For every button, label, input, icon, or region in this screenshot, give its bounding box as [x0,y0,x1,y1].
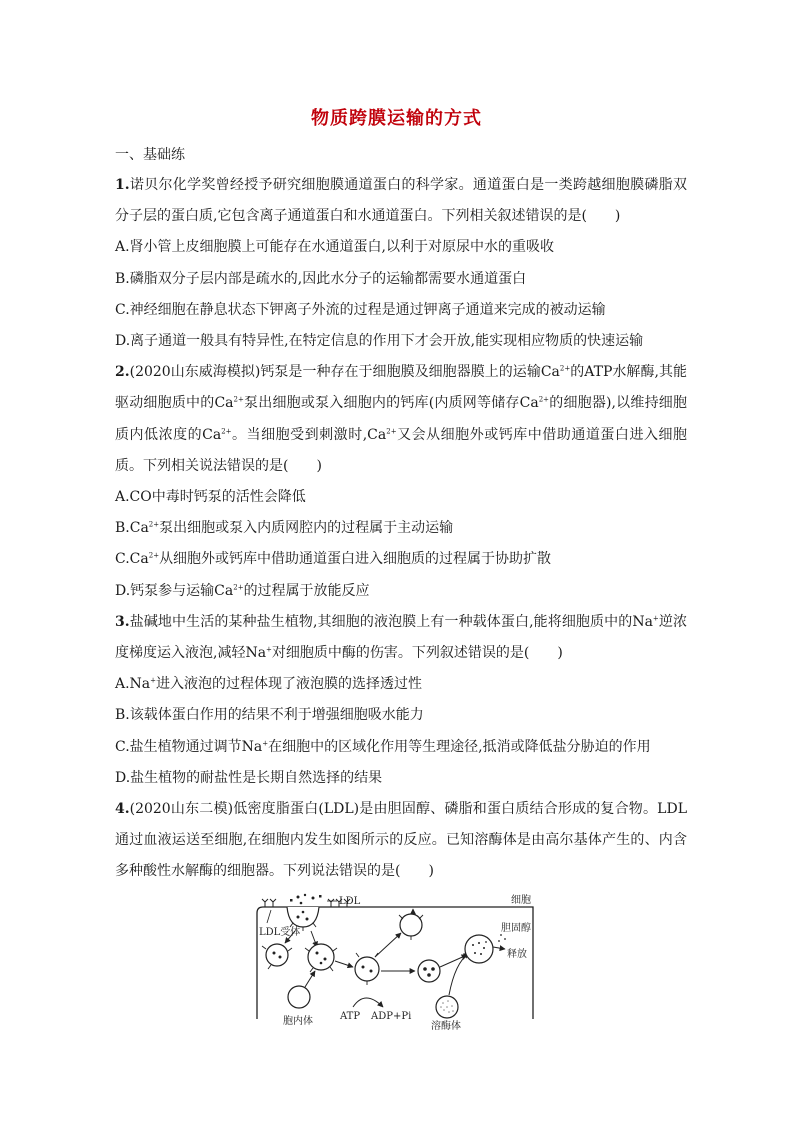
question-2-option-b: $B.Ca^{2+}$泵出细胞或泵入内质网腔内的过程属于主动运输 [115,520,454,537]
question-3-stem: 3.盐碱地中生活的某种盐生植物,其细胞的液泡膜上有一种载体蛋白,能将细胞质中的Na+逆浓度梯度运入液泡,减轻Na+对细胞质中酶的伤害。下列叙述错误的是( ) [115,613,687,662]
section-heading: 一、基础练 [115,147,185,163]
ldl-particle-icons [290,894,322,905]
question-number: 1. [115,177,130,193]
question-1-option-c: C.神经细胞在静息状态下钾离子外流的过程是通过钾离子通道来完成的被动运输 [115,301,606,318]
question-2-option-a: A.CO中毒时钙泵的活性会降低 [115,489,306,506]
early-endosome [308,944,334,970]
question-3-option-c: C.盐生植物通过调节Na+在细胞中的区域化作用等生理途径,抵消或降低盐分胁迫的作用 [115,738,651,755]
question-2-option-d: D.钙泵参与运输$Ca^{2+}$的过程属于放能反应 [115,582,370,599]
ldl-vesicle [418,960,440,982]
question-3-option-a: A.Na+进入液泡的过程体现了液泡膜的选择透过性 [115,676,423,693]
release-label: 释放 [507,949,527,960]
atp-label: ATP [340,1011,361,1022]
recycling-vesicle [400,914,422,936]
ldl-label: LDL [339,896,361,907]
ldl-receptor-icons [262,899,350,907]
question-3-option-d: D.盐生植物的耐盐性是长期自然选择的结果 [115,769,383,786]
question-number: 4. [115,801,130,818]
question-number: 2. [115,364,130,381]
ldl-endocytosis-diagram [243,893,539,1033]
cholesterol-label: 胆固醇 [501,923,531,934]
question-1-option-b: B.磷脂双分子层内部是疏水的,因此水分子的运输都需要水通道蛋白 [115,270,527,287]
page-title: 物质跨膜运输的方式 [311,108,482,129]
endosome-label: 胞内体 [283,1016,313,1027]
lysosome-label: 溶酶体 [431,1021,461,1032]
question-1-option-a: A.肾小管上皮细胞膜上可能存在水通道蛋白,以利于对原尿中水的重吸收 [115,239,555,256]
sorting-vesicle [355,957,379,981]
question-2-option-c: $C.Ca^{2+}$从细胞外或钙库中借助通道蛋白进入细胞质的过程属于协助扩散 [115,551,552,568]
question-number: 3. [115,613,130,630]
fused-vesicle [465,935,493,963]
question-3-option-b: B.该载体蛋白作用的结果不利于增强细胞吸水能力 [115,707,424,724]
coated-vesicle [266,944,288,966]
endosome-circle [288,986,310,1008]
question-2-stem: 2.(2020山东威海模拟)钙泵是一种存在于细胞膜及细胞器膜上的运输$Ca^{2+}$的ATP水解酶,其能驱动细胞质中的$Ca^{2+}$泵出细胞或泵入细胞内的钙库(内质网等储存$Ca^{2+}$的细胞器),以维持细胞质内低浓度的$Ca^{2+}$。当细胞受到刺激时$,Ca^{2+}$又会从细胞外或钙库中借助通道蛋白进入细胞质。下列相关说法错误的是( ) [115,364,688,474]
question-list [115,170,687,888]
adp-label: ADP+Pi [371,1011,412,1022]
question-1-option-d: D.离子通道一般具有特异性,在特定信息的作用下才会开放,能实现相应物质的快速运输 [115,333,644,350]
cell-label: 细胞 [511,895,531,906]
ldl-receptor-label: LDL受体 [259,927,301,938]
question-1-stem: 1.诺贝尔化学奖曾经授予研究细胞膜通道蛋白的科学家。通道蛋白是一类跨越细胞膜磷脂双分子层的蛋白质,它包含离子通道蛋白和水通道蛋白。下列相关叙述错误的是( ) [115,177,687,225]
question-4-stem: 4.(2020山东二模)低密度脂蛋白(LDL)是由胆固醇、磷脂和蛋白质结合形成的复合物。LDL通过血液运送至细胞,在细胞内发生如图所示的反应。已知溶酶体是由高尔基体产生的、内含多种酸性水解酶的细胞器。下列说法错误的是( ) [115,801,687,880]
cholesterol-dots-icon [498,934,506,942]
